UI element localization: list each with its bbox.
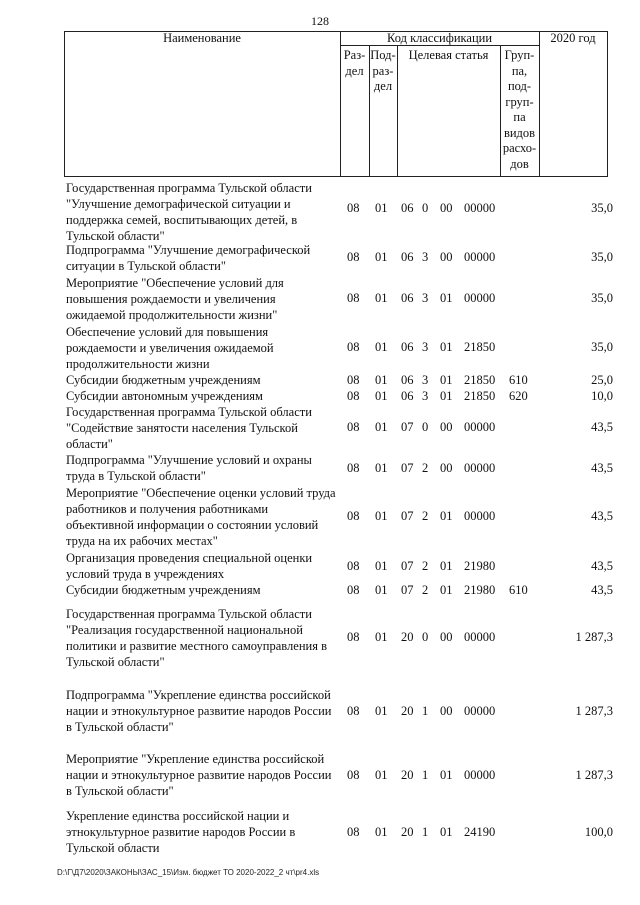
file-path-footer: D:\Г\Д7\2020\ЗАКОНЫ\ЗАС_15\Изм. бюджет ТО 2020-2022_2 чт\pr4.xls bbox=[57, 868, 320, 877]
row-razdel: 08 bbox=[347, 389, 360, 403]
row-name: Обеспечение условий для повышения рождаемости и увеличения ожидаемой продолжительности жизни bbox=[66, 325, 274, 371]
row-direction: 00000 bbox=[464, 768, 496, 782]
row-subprogram: 3 bbox=[422, 291, 429, 305]
row-direction: 00000 bbox=[464, 201, 496, 215]
row-sum: 35,0 bbox=[591, 250, 613, 264]
row-name: Субсидии автономным учреждениям bbox=[66, 389, 263, 403]
row-main-event: 00 bbox=[440, 461, 453, 475]
row-sum: 43,5 bbox=[591, 461, 613, 475]
row-subprogram: 2 bbox=[422, 509, 429, 523]
row-sum: 1 287,3 bbox=[575, 704, 613, 718]
row-subprogram: 2 bbox=[422, 559, 429, 573]
row-podrazdel: 01 bbox=[375, 340, 388, 354]
row-program: 07 bbox=[401, 420, 414, 434]
row-direction: 21850 bbox=[464, 373, 496, 387]
row-razdel: 08 bbox=[347, 583, 360, 597]
row-subprogram: 0 bbox=[422, 630, 429, 644]
row-name: Организация проведения специальной оценки условий труда в учреждениях bbox=[66, 551, 313, 581]
row-direction: 00000 bbox=[464, 509, 496, 523]
header-divider-podrazdel bbox=[397, 45, 398, 177]
row-sum: 35,0 bbox=[591, 201, 613, 215]
row-name: Государственная программа Тульской области "Содействие занятости населения Тульской области" bbox=[66, 405, 312, 451]
row-razdel: 08 bbox=[347, 630, 360, 644]
row-main-event: 01 bbox=[440, 373, 453, 387]
row-program: 06 bbox=[401, 201, 414, 215]
row-main-event: 01 bbox=[440, 559, 453, 573]
row-podrazdel: 01 bbox=[375, 630, 388, 644]
row-podrazdel: 01 bbox=[375, 420, 388, 434]
row-main-event: 00 bbox=[440, 704, 453, 718]
row-program: 20 bbox=[401, 825, 414, 839]
header-group: Груп- па, под- груп- па видов расхо- дов bbox=[502, 48, 537, 171]
header-name: Наименование bbox=[163, 31, 241, 45]
row-program: 20 bbox=[401, 768, 414, 782]
header-border-right bbox=[607, 31, 608, 177]
row-expense-group: 610 bbox=[509, 583, 528, 597]
row-podrazdel: 01 bbox=[375, 509, 388, 523]
row-main-event: 01 bbox=[440, 509, 453, 523]
row-sum: 43,5 bbox=[591, 509, 613, 523]
row-name: Государственная программа Тульской области "Реализация государственной национальной политики и развитие местного самоуправления в Тульской области" bbox=[66, 607, 327, 669]
row-podrazdel: 01 bbox=[375, 583, 388, 597]
row-razdel: 08 bbox=[347, 340, 360, 354]
row-razdel: 08 bbox=[347, 461, 360, 475]
row-main-event: 01 bbox=[440, 291, 453, 305]
row-main-event: 01 bbox=[440, 825, 453, 839]
header-razdel: Раз- дел bbox=[343, 48, 366, 78]
row-main-event: 00 bbox=[440, 250, 453, 264]
header-classification: Код классификации bbox=[386, 31, 493, 45]
row-sum: 1 287,3 bbox=[575, 768, 613, 782]
row-subprogram: 0 bbox=[422, 420, 429, 434]
row-sum: 25,0 bbox=[591, 373, 613, 387]
row-program: 06 bbox=[401, 340, 414, 354]
row-program: 07 bbox=[401, 583, 414, 597]
row-direction: 21980 bbox=[464, 583, 496, 597]
row-sum: 10,0 bbox=[591, 389, 613, 403]
row-program: 06 bbox=[401, 373, 414, 387]
header-year: 2020 год bbox=[550, 31, 596, 45]
row-podrazdel: 01 bbox=[375, 768, 388, 782]
row-program: 07 bbox=[401, 461, 414, 475]
row-program: 06 bbox=[401, 291, 414, 305]
header-podrazdel: Под- раз- дел bbox=[370, 48, 396, 93]
row-main-event: 00 bbox=[440, 201, 453, 215]
row-program: 07 bbox=[401, 559, 414, 573]
header-border-bottom bbox=[64, 176, 608, 177]
row-sum: 43,5 bbox=[591, 559, 613, 573]
row-main-event: 00 bbox=[440, 420, 453, 434]
row-direction: 00000 bbox=[464, 704, 496, 718]
row-podrazdel: 01 bbox=[375, 291, 388, 305]
row-razdel: 08 bbox=[347, 373, 360, 387]
row-name: Укрепление единства российской нации и этнокультурное развитие народов России в Тульской области bbox=[66, 809, 296, 855]
row-podrazdel: 01 bbox=[375, 389, 388, 403]
row-name: Подпрограмма "Улучшение демографической ситуации в Тульской области" bbox=[66, 243, 311, 273]
row-podrazdel: 01 bbox=[375, 201, 388, 215]
header-target: Целевая статья bbox=[408, 48, 489, 62]
row-razdel: 08 bbox=[347, 704, 360, 718]
row-subprogram: 2 bbox=[422, 461, 429, 475]
row-main-event: 01 bbox=[440, 340, 453, 354]
row-sum: 100,0 bbox=[584, 825, 613, 839]
row-subprogram: 1 bbox=[422, 825, 429, 839]
row-name: Мероприятие "Укрепление единства российской нации и этнокультурное развитие народов России в Тульской области" bbox=[66, 752, 332, 798]
row-program: 06 bbox=[401, 389, 414, 403]
row-sum: 43,5 bbox=[591, 583, 613, 597]
row-program: 07 bbox=[401, 509, 414, 523]
row-program: 20 bbox=[401, 704, 414, 718]
row-podrazdel: 01 bbox=[375, 559, 388, 573]
row-subprogram: 1 bbox=[422, 768, 429, 782]
row-main-event: 01 bbox=[440, 583, 453, 597]
row-razdel: 08 bbox=[347, 825, 360, 839]
row-name: Подпрограмма "Укрепление единства российской нации и этнокультурное развитие народов России в Тульской области" bbox=[66, 688, 332, 734]
row-program: 20 bbox=[401, 630, 414, 644]
row-direction: 21850 bbox=[464, 389, 496, 403]
row-podrazdel: 01 bbox=[375, 250, 388, 264]
row-sum: 35,0 bbox=[591, 291, 613, 305]
row-razdel: 08 bbox=[347, 250, 360, 264]
row-podrazdel: 01 bbox=[375, 704, 388, 718]
row-name: Субсидии бюджетным учреждениям bbox=[66, 583, 261, 597]
header-divider-group bbox=[539, 31, 540, 177]
row-direction: 00000 bbox=[464, 461, 496, 475]
row-razdel: 08 bbox=[347, 201, 360, 215]
row-podrazdel: 01 bbox=[375, 461, 388, 475]
row-direction: 21850 bbox=[464, 340, 496, 354]
row-razdel: 08 bbox=[347, 291, 360, 305]
row-podrazdel: 01 bbox=[375, 373, 388, 387]
row-podrazdel: 01 bbox=[375, 825, 388, 839]
row-direction: 24190 bbox=[464, 825, 496, 839]
row-subprogram: 2 bbox=[422, 583, 429, 597]
row-subprogram: 0 bbox=[422, 201, 429, 215]
row-name: Подпрограмма "Улучшение условий и охраны труда в Тульской области" bbox=[66, 453, 312, 483]
row-sum: 1 287,3 bbox=[575, 630, 613, 644]
row-subprogram: 3 bbox=[422, 250, 429, 264]
row-name: Мероприятие "Обеспечение оценки условий труда работников и получения работниками объективной информации о состоянии условий труда на их рабочих местах" bbox=[66, 486, 336, 548]
row-direction: 21980 bbox=[464, 559, 496, 573]
row-name: Мероприятие "Обеспечение условий для повышения рождаемости и увеличения ожидаемой продолжительности жизни" bbox=[66, 276, 284, 322]
row-program: 06 bbox=[401, 250, 414, 264]
row-main-event: 01 bbox=[440, 389, 453, 403]
row-subprogram: 3 bbox=[422, 389, 429, 403]
row-name: Государственная программа Тульской области "Улучшение демографической ситуации и поддержка семей, воспитывающих детей, в Тульской области" bbox=[66, 181, 312, 243]
row-name: Субсидии бюджетным учреждениям bbox=[66, 373, 261, 387]
row-subprogram: 3 bbox=[422, 373, 429, 387]
row-direction: 00000 bbox=[464, 420, 496, 434]
row-subprogram: 1 bbox=[422, 704, 429, 718]
row-direction: 00000 bbox=[464, 291, 496, 305]
row-razdel: 08 bbox=[347, 768, 360, 782]
row-subprogram: 3 bbox=[422, 340, 429, 354]
row-direction: 00000 bbox=[464, 250, 496, 264]
page-number: 128 bbox=[311, 14, 329, 28]
row-razdel: 08 bbox=[347, 509, 360, 523]
row-main-event: 01 bbox=[440, 768, 453, 782]
header-border-left bbox=[64, 31, 65, 177]
row-razdel: 08 bbox=[347, 559, 360, 573]
row-expense-group: 620 bbox=[509, 389, 528, 403]
row-expense-group: 610 bbox=[509, 373, 528, 387]
row-direction: 00000 bbox=[464, 630, 496, 644]
row-razdel: 08 bbox=[347, 420, 360, 434]
row-sum: 35,0 bbox=[591, 340, 613, 354]
row-sum: 43,5 bbox=[591, 420, 613, 434]
row-main-event: 00 bbox=[440, 630, 453, 644]
